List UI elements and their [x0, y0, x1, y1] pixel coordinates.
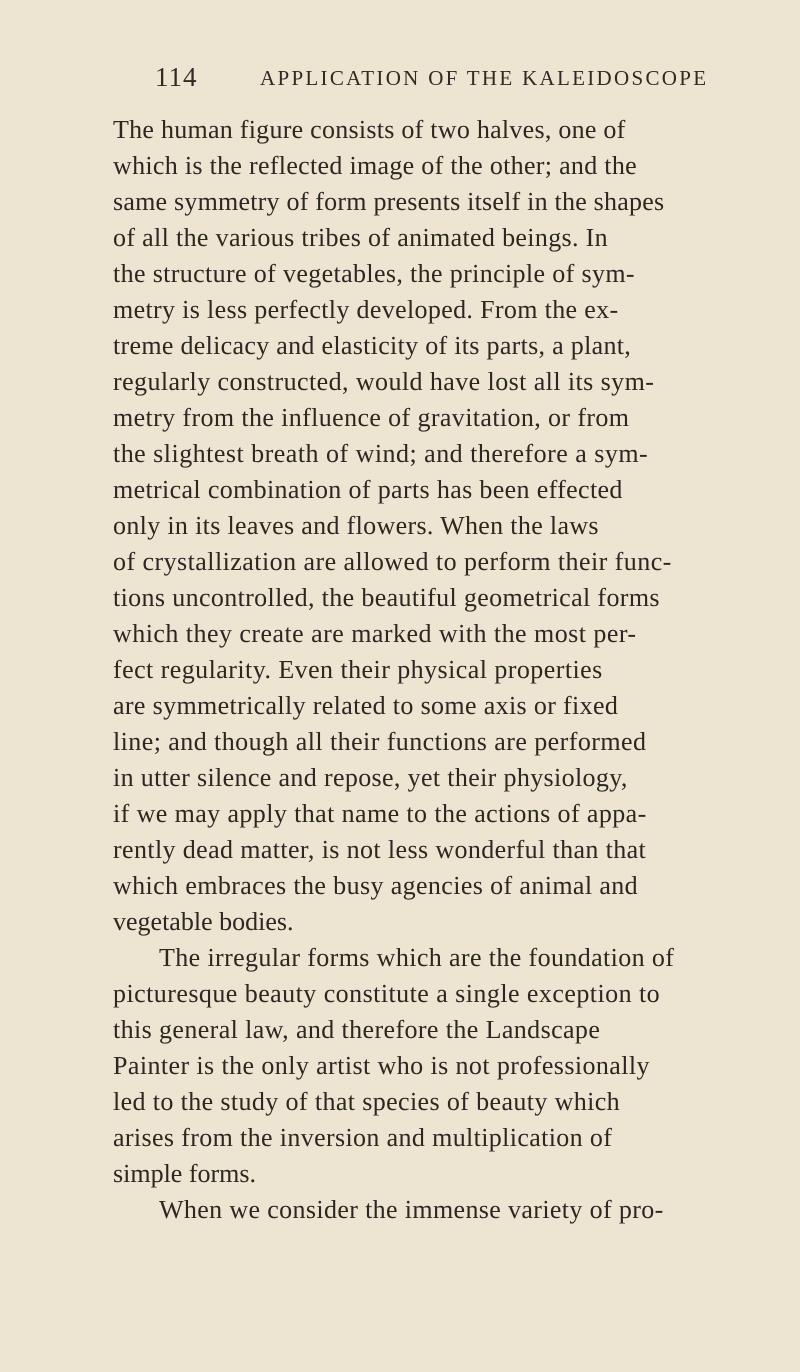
text-line: metry from the influence of gravitation, or from: [113, 403, 630, 432]
text-line: which embraces the busy agencies of animal and: [113, 871, 639, 900]
page-header: [155, 62, 800, 102]
paragraph-first-line: The irregular forms which are the foundation of: [159, 943, 675, 972]
text-line: which they create are marked with the most per-: [113, 619, 637, 648]
text-line: of all the various tribes of animated beings. In: [113, 223, 609, 252]
text-line: metry is less perfectly developed. From the ex-: [113, 295, 619, 324]
text-line: same symmetry of form presents itself in the shapes: [113, 187, 665, 216]
text-line: the structure of vegetables, the principle of sym-: [113, 259, 635, 288]
text-line: metrical combination of parts has been effected: [113, 475, 623, 504]
text-line: treme delicacy and elasticity of its parts, a plant,: [113, 331, 632, 360]
running-head: APPLICATION OF THE KALEIDOSCOPE: [260, 66, 709, 90]
body-text: [113, 112, 799, 1228]
text-line: of crystallization are allowed to perform their func-: [113, 547, 672, 576]
text-line: if we may apply that name to the actions of appa-: [113, 799, 647, 828]
text-line: Painter is the only artist who is not professionally: [113, 1051, 650, 1080]
text-line: fect regularity. Even their physical properties: [113, 655, 603, 684]
text-line: regularly constructed, would have lost all its sym-: [113, 367, 655, 396]
text-line: picturesque beauty constitute a single exception to: [113, 979, 661, 1008]
text-line: only in its leaves and flowers. When the laws: [113, 511, 599, 540]
text-line: in utter silence and repose, yet their physiology,: [113, 763, 628, 792]
text-line: rently dead matter, is not less wonderful than that: [113, 835, 647, 864]
text-line: tions uncontrolled, the beautiful geometrical forms: [113, 583, 660, 612]
text-line: the slightest breath of wind; and therefore a sym-: [113, 439, 649, 468]
text-line: led to the study of that species of beauty which: [113, 1087, 621, 1116]
text-line: The human figure consists of two halves, one of: [113, 115, 626, 144]
paragraph-first-line: When we consider the immense variety of pro-: [159, 1195, 664, 1224]
text-line: vegetable bodies.: [113, 907, 294, 936]
text-line: simple forms.: [113, 1159, 256, 1188]
text-line: are symmetrically related to some axis or fixed: [113, 691, 619, 720]
text-line: this general law, and therefore the Landscape: [113, 1015, 601, 1044]
page-number: 114: [155, 62, 198, 92]
text-line: which is the reflected image of the other; and the: [113, 151, 637, 180]
text-line: arises from the inversion and multiplication of: [113, 1123, 613, 1152]
text-line: line; and though all their functions are performed: [113, 727, 647, 756]
